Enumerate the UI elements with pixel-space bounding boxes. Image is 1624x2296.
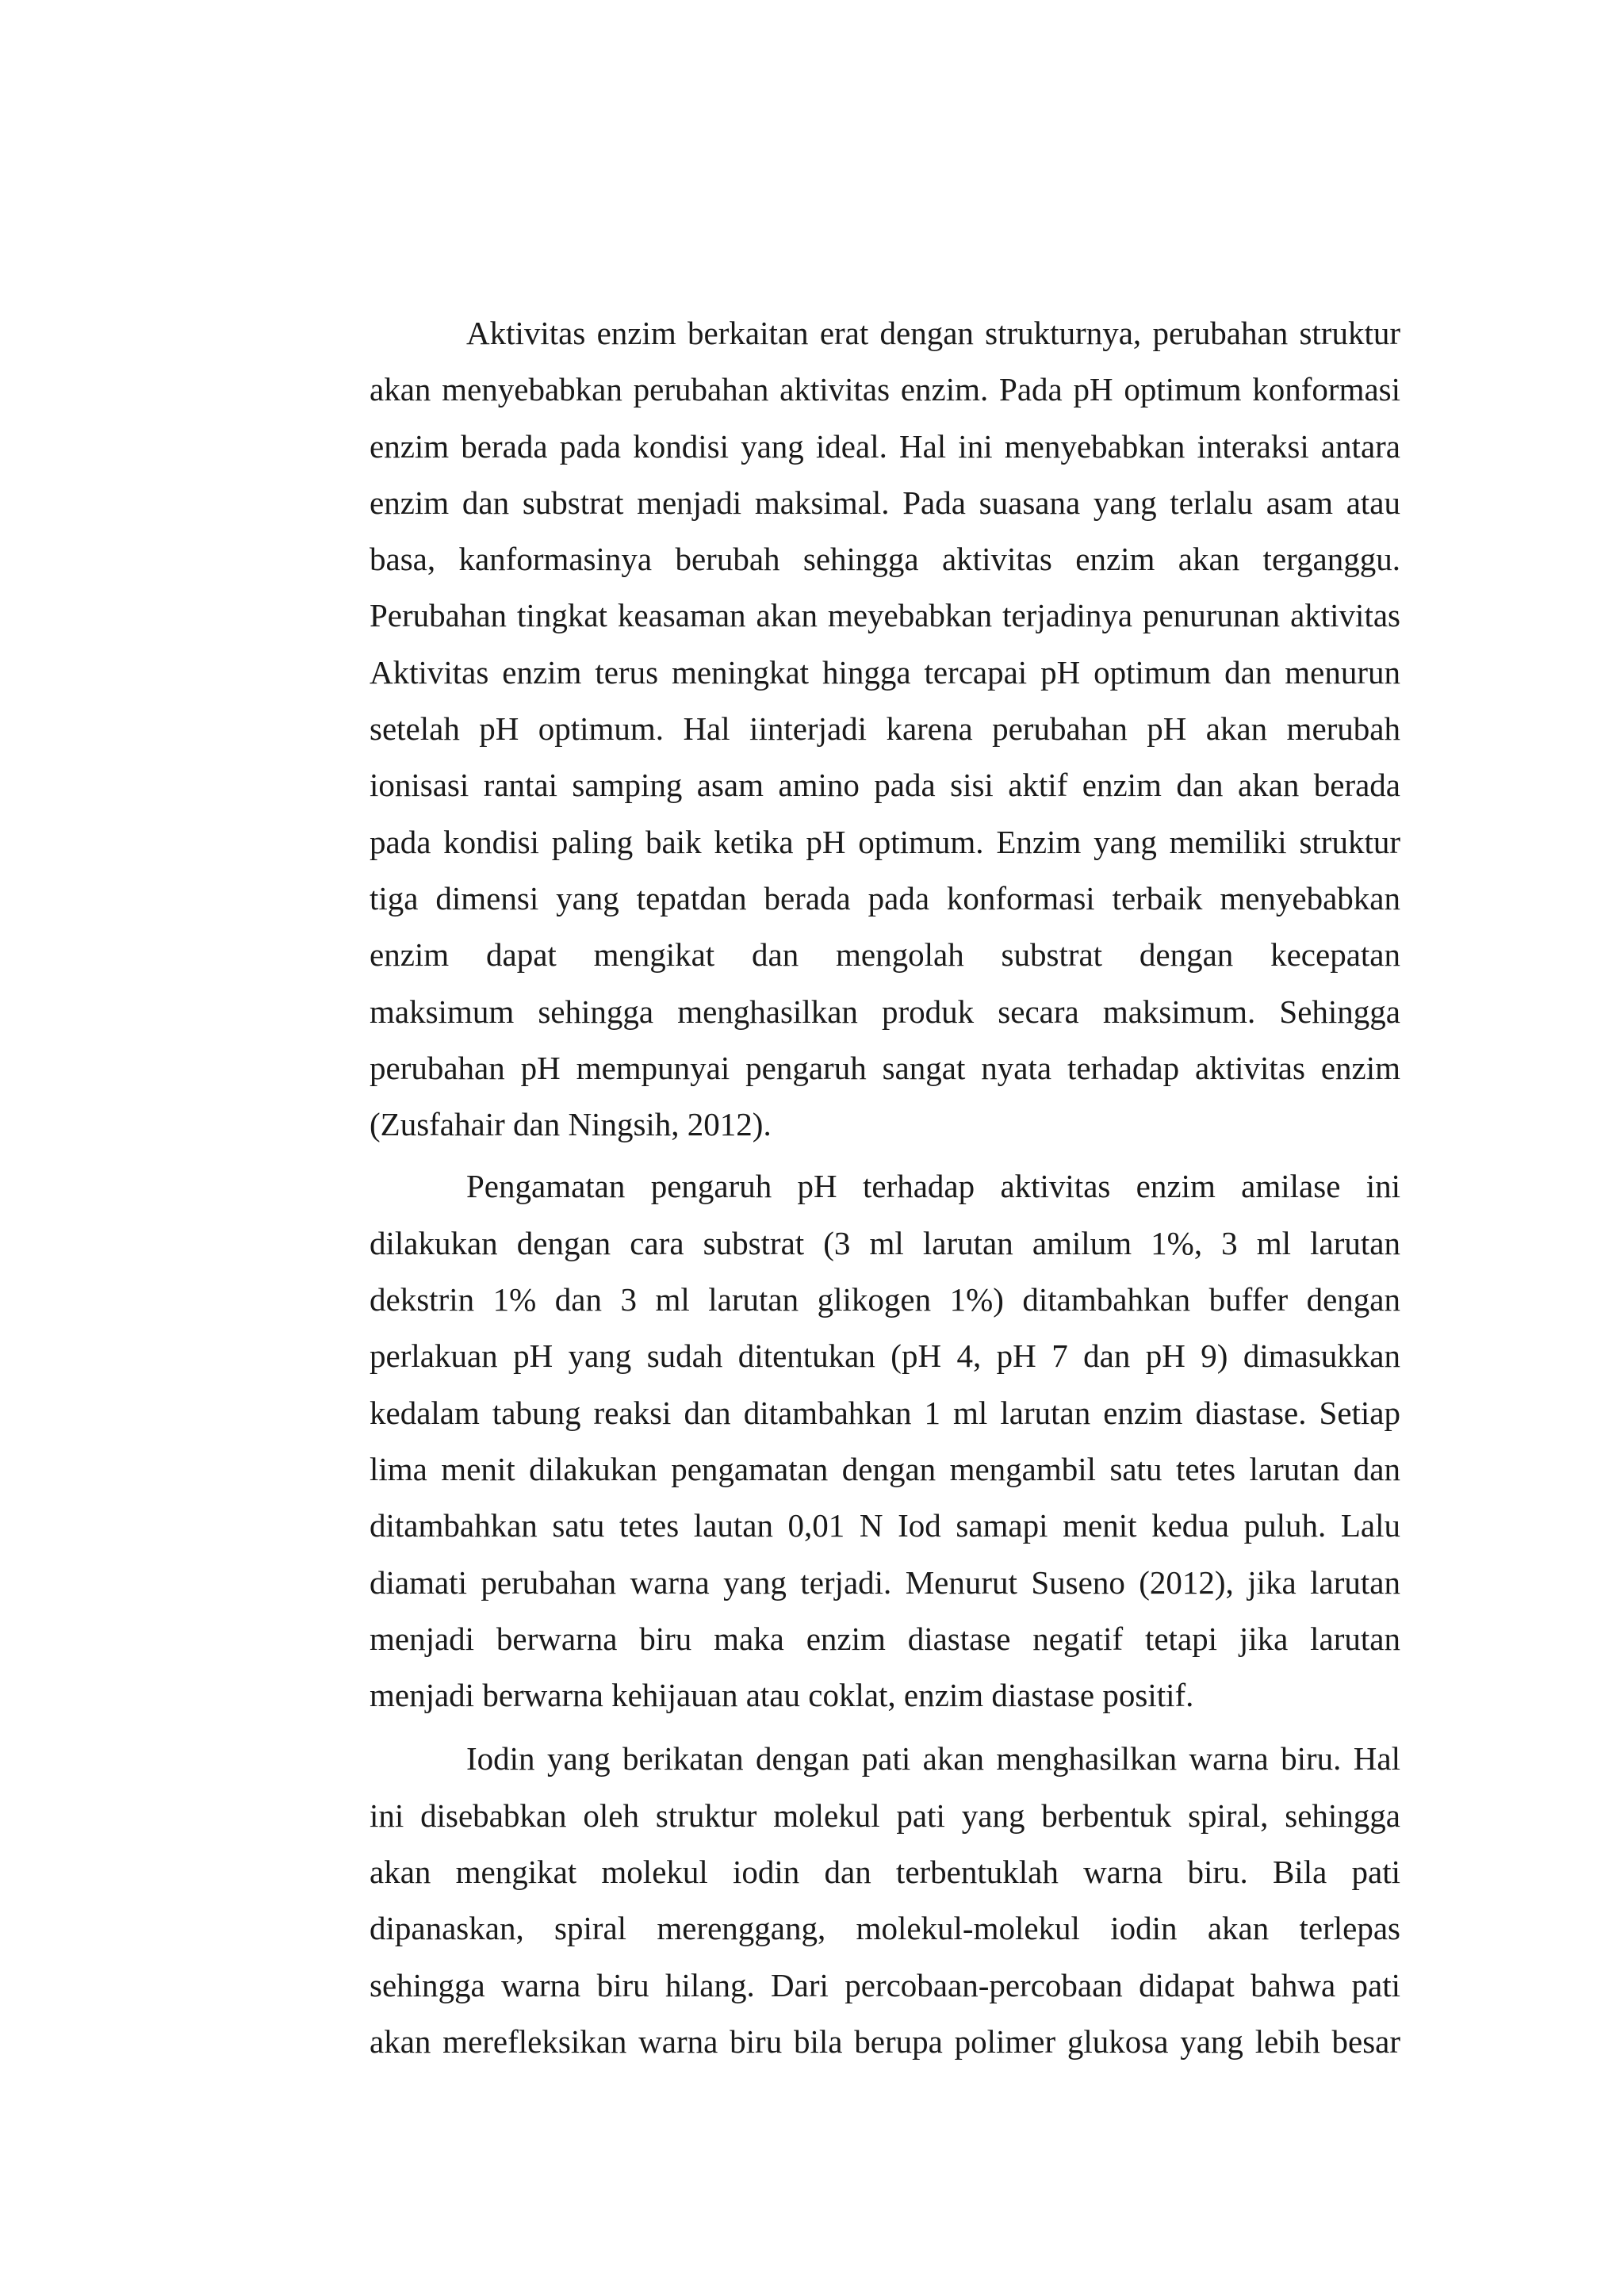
paragraph-iodine-starch <box>370 1731 1400 2070</box>
text-line: akan mengikat molekul iodin dan terbentuklah warna biru. Bila pati <box>370 1854 1400 1891</box>
text-line: maksimum sehingga menghasilkan produk secara maksimum. Sehingga <box>370 993 1400 1030</box>
text-line: setelah pH optimum. Hal iinterjadi karena perubahan pH akan merubah <box>370 710 1400 748</box>
text-line: kedalam tabung reaksi dan ditambahkan 1 ml larutan enzim diastase. Setiap <box>370 1394 1400 1431</box>
text-line: akan menyebabkan perubahan aktivitas enzim. Pada pH optimum konformasi <box>370 371 1400 408</box>
paragraph-ph-observation <box>370 1158 1400 1724</box>
text-line: sehingga warna biru hilang. Dari percobaan-percobaan didapat bahwa pati <box>370 1966 1400 2003</box>
text-line: ini disebabkan oleh struktur molekul pati yang berbentuk spiral, sehingga <box>370 1797 1400 1834</box>
text-line: Aktivitas enzim berkaitan erat dengan strukturnya, perubahan struktur <box>466 315 1400 351</box>
text-line: Perubahan tingkat keasaman akan meyebabkan terjadinya penurunan aktivitas <box>370 597 1400 634</box>
body-text <box>370 305 1400 2070</box>
text-line: perubahan pH mempunyai pengaruh sangat nyata terhadap aktivitas enzim <box>370 1049 1400 1086</box>
text-line: perlakuan pH yang sudah ditentukan (pH 4, pH 7 dan pH 9) dimasukkan <box>370 1337 1400 1375</box>
text-line: Pengamatan pengaruh pH terhadap aktivitas enzim amilase ini <box>466 1168 1400 1205</box>
text-line: basa, kanformasinya berubah sehingga aktivitas enzim akan terganggu. <box>370 541 1400 578</box>
text-line: dilakukan dengan cara substrat (3 ml larutan amilum 1%, 3 ml larutan <box>370 1224 1400 1261</box>
text-line: akan merefleksikan warna biru bila berupa polimer glukosa yang lebih besar <box>370 2022 1400 2060</box>
text-line: lima menit dilakukan pengamatan dengan mengambil satu tetes larutan dan <box>370 1450 1400 1487</box>
text-line: (Zusfahair dan Ningsih, 2012). <box>370 1106 772 1143</box>
text-line: diamati perubahan warna yang terjadi. Menurut Suseno (2012), jika larutan <box>370 1563 1400 1601</box>
text-line: Iodin yang berikatan dengan pati akan menghasilkan warna biru. Hal <box>466 1740 1400 1777</box>
text-line: dekstrin 1% dan 3 ml larutan glikogen 1%) ditambahkan buffer dengan <box>370 1281 1400 1318</box>
text-line: enzim dapat mengikat dan mengolah substrat dengan kecepatan <box>370 936 1400 974</box>
text-line: Aktivitas enzim terus meningkat hingga tercapai pH optimum dan menurun <box>370 653 1400 691</box>
text-line: ditambahkan satu tetes lautan 0,01 N Iod samapi menit kedua puluh. Lalu <box>370 1507 1400 1544</box>
text-line: pada kondisi paling baik ketika pH optimum. Enzim yang memiliki struktur <box>370 823 1400 860</box>
text-line: tiga dimensi yang tepatdan berada pada konformasi terbaik menyebabkan <box>370 879 1400 916</box>
text-line: enzim dan substrat menjadi maksimal. Pada suasana yang terlalu asam atau <box>370 484 1400 521</box>
text-line: enzim berada pada kondisi yang ideal. Hal ini menyebabkan interaksi antara <box>370 427 1400 465</box>
text-line: menjadi berwarna biru maka enzim diastase negatif tetapi jika larutan <box>370 1620 1400 1657</box>
paragraph-enzyme-structure <box>370 305 1400 1153</box>
text-line: dipanaskan, spiral merenggang, molekul-molekul iodin akan terlepas <box>370 1910 1400 1947</box>
text-line: ionisasi rantai samping asam amino pada sisi aktif enzim dan akan berada <box>370 767 1400 804</box>
text-line: menjadi berwarna kehijauan atau coklat, enzim diastase positif. <box>370 1677 1194 1714</box>
